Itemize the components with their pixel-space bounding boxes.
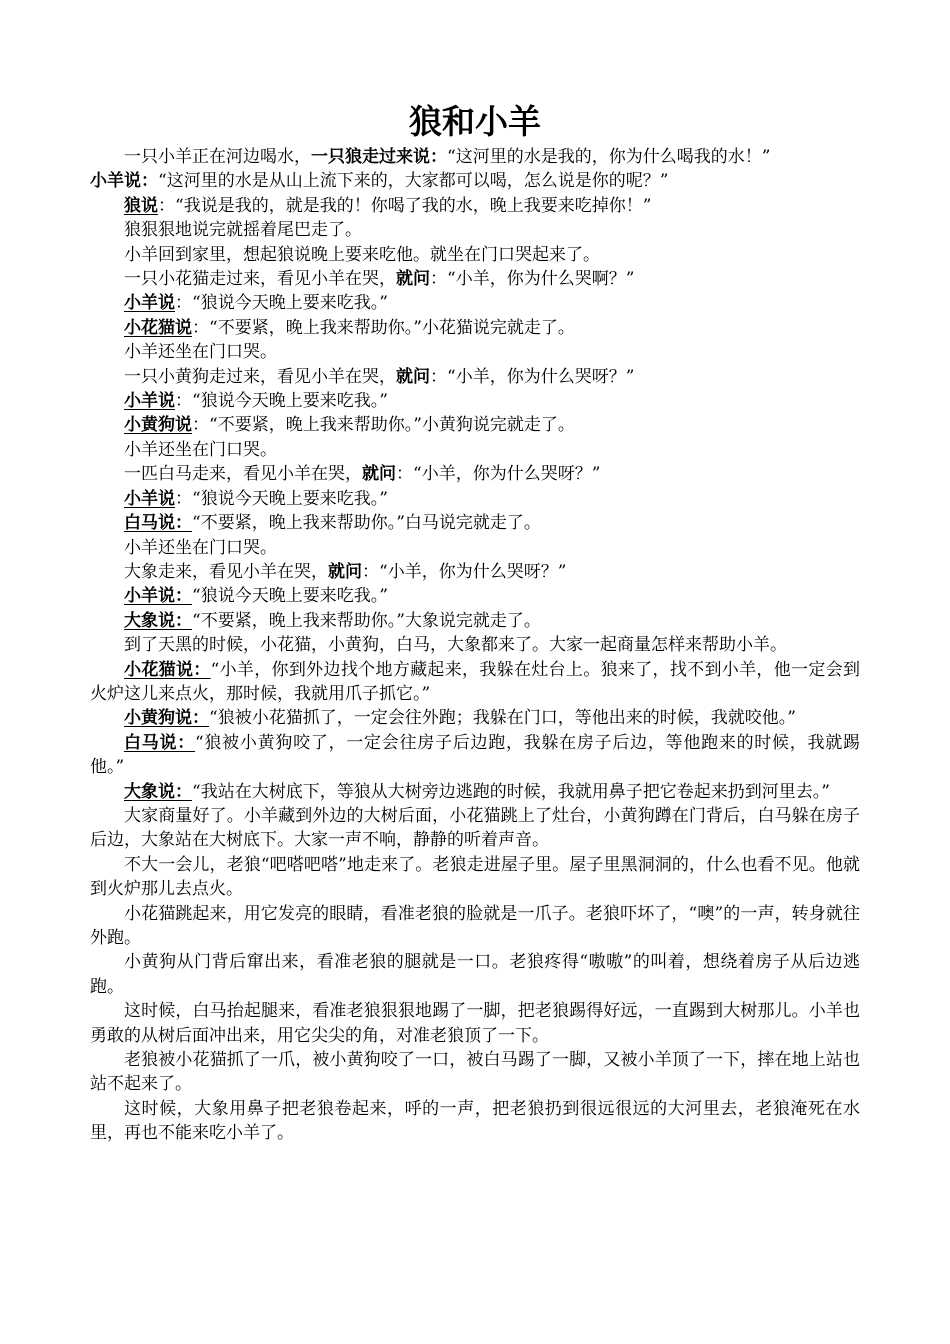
paragraph-text-post: “不要紧，晚上我来帮助你。”大象说完就走了。: [192, 610, 541, 631]
story-paragraph: [90, 340, 860, 364]
paragraph-text-post: “狼被小黄狗咬了，一定会往房子后边跑，我躲在房子后边，等他跑来的时候，我就踢他。”: [90, 732, 860, 778]
paragraph-text-pre: 这时候，白马抬起腿来，看准老狼狠狠地踢了一脚，把老狼踢得好远，一直踢到大树那儿。小羊也勇敢的从树后面冲出来，用它尖尖的角，对准老狼顶了一下。: [90, 1001, 860, 1046]
speaker-tag: 小羊说: [124, 488, 175, 509]
story-paragraph: [90, 731, 860, 780]
paragraph-text-pre: 小羊还坐在门口哭。: [124, 342, 277, 363]
speaker-tag: 就问: [396, 366, 430, 387]
speaker-tag: 小羊说: [124, 293, 175, 314]
story-paragraph: [90, 536, 860, 560]
paragraph-text-post: “这河里的水是从山上流下来的，大家都可以喝，怎么说是你的呢？”: [158, 171, 669, 192]
story-paragraph: [90, 194, 860, 218]
story-paragraph: [90, 950, 860, 999]
speaker-tag: 白马说：: [124, 732, 195, 753]
paragraph-text-post: “这河里的水是我的，你为什么喝我的水！”: [447, 147, 771, 167]
speaker-tag: 小羊说：: [124, 586, 192, 607]
paragraph-text-post: ：“狼说今天晚上要来吃我。”: [175, 391, 388, 412]
paragraph-text-pre: 一只小黄狗走过来，看见小羊在哭，: [124, 366, 396, 387]
story-paragraph: [90, 389, 860, 413]
paragraph-text-post: “我站在大树底下，等狼从大树旁边逃跑的时候，我就用鼻子把它卷起来扔到河里去。”: [192, 781, 830, 802]
paragraph-text-post: ：“狼说今天晚上要来吃我。”: [175, 293, 388, 314]
story-paragraph: [90, 706, 860, 730]
paragraph-text-post: ：“我说是我的，就是我的！你喝了我的水，晚上我要来吃掉你！”: [158, 195, 652, 216]
paragraph-text-pre: 小黄狗从门背后窜出来，看准老狼的腿就是一口。老狼疼得“嗷嗷”的叫着，想绕着房子从后边逃跑。: [90, 952, 860, 997]
story-paragraph: [90, 609, 860, 633]
speaker-tag: 狼说: [124, 195, 158, 216]
story-paragraph: [90, 267, 860, 291]
paragraph-text-pre: 小花猫跳起来，用它发亮的眼睛，看准老狼的脸就是一爪子。老狼吓坏了，“噢”的一声，转身就往外跑。: [90, 903, 860, 948]
paragraph-text-post: ：“狼说今天晚上要来吃我。”: [175, 488, 388, 509]
speaker-tag: 小花猫说：: [124, 659, 211, 680]
speaker-tag: 就问: [396, 269, 430, 290]
story-paragraph: [90, 145, 860, 169]
paragraph-text-post: “狼说今天晚上要来吃我。”: [192, 586, 388, 607]
speaker-tag: 小花猫说: [124, 317, 192, 338]
story-paragraph: [90, 584, 860, 608]
story-paragraph: [90, 560, 860, 584]
paragraph-text-pre: 一只小羊正在河边喝水，: [124, 147, 311, 167]
story-paragraph: [90, 413, 860, 437]
story-paragraph: [90, 853, 860, 902]
story-paragraph: [90, 511, 860, 535]
paragraph-text-pre: 小羊还坐在门口哭。: [124, 537, 277, 558]
paragraph-text-post: ：“小羊，你为什么哭呀？”: [396, 464, 601, 485]
paragraph-text-pre: 一只小花猫走过来，看见小羊在哭，: [124, 269, 396, 290]
paragraph-text-post: ：“小羊，你为什么哭啊？”: [430, 269, 635, 290]
paragraph-text-pre: 小羊回到家里，想起狼说晚上要来吃他。就坐在门口哭起来了。: [124, 244, 600, 265]
speaker-tag: 小羊说: [124, 391, 175, 412]
speaker-tag: 一只狼走过来说：: [311, 147, 447, 167]
paragraph-text-pre: 不大一会儿，老狼“吧嗒吧嗒”地走来了。老狼走进屋子里。屋子里黑洞洞的，什么也看不见。他就到火炉那儿去点火。: [90, 854, 860, 900]
paragraph-text-post: “不要紧，晚上我来帮助你。”白马说完就走了。: [192, 513, 541, 534]
speaker-tag: 大象说：: [124, 781, 192, 802]
story-title: 狼和小羊: [409, 102, 541, 141]
story-paragraph: [90, 487, 860, 511]
story-paragraph: [90, 658, 860, 707]
speaker-tag: 小黄狗说: [124, 415, 192, 436]
paragraph-text-pre: 一匹白马走来，看见小羊在哭，: [124, 464, 362, 485]
paragraph-text-pre: 大家商量好了。小羊藏到外边的大树后面，小花猫跳上了灶台，小黄狗蹲在门背后，白马躲在房子后边，大象站在大树底下。大家一声不响，静静的听着声音。: [90, 805, 860, 851]
story-paragraph: [90, 633, 860, 657]
speaker-tag: 就问: [362, 464, 396, 485]
story-paragraph: [90, 218, 860, 242]
story-paragraph: [90, 1097, 860, 1146]
speaker-tag: 大象说：: [124, 610, 192, 631]
story-paragraph: [90, 462, 860, 486]
story-paragraph: [90, 804, 860, 853]
story-paragraph: [90, 999, 860, 1048]
paragraph-text-pre: 狼狠狠地说完就摇着尾巴走了。: [124, 220, 362, 241]
story-body: [90, 145, 860, 1146]
speaker-tag: 小羊说：: [90, 171, 158, 192]
speaker-tag: 小黄狗说：: [124, 708, 209, 729]
paragraph-text-post: “小羊，你到外边找个地方藏起来，我躲在灶台上。狼来了，找不到小羊，他一定会到火炉这儿来点火，那时候，我就用爪子抓它。”: [90, 659, 860, 704]
story-paragraph: [90, 291, 860, 315]
paragraph-text-post: “狼被小花猫抓了，一定会往外跑；我躲在门口，等他出来的时候，我就咬他。”: [209, 708, 796, 729]
paragraph-text-pre: 大象走来，看见小羊在哭，: [124, 561, 328, 582]
paragraph-text-post: ：“小羊，你为什么哭呀？”: [430, 366, 635, 387]
paragraph-text-pre: 这时候，大象用鼻子把老狼卷起来，呼的一声，把老狼扔到很远很远的大河里去，老狼淹死在水里，再也不能来吃小羊了。: [90, 1098, 860, 1144]
speaker-tag: 白马说：: [124, 513, 192, 534]
story-paragraph: [90, 780, 860, 804]
speaker-tag: 就问: [328, 561, 362, 582]
story-paragraph: [90, 1048, 860, 1097]
paragraph-text-post: ：“小羊，你为什么哭呀？”: [362, 561, 567, 582]
story-paragraph: [90, 169, 860, 193]
paragraph-text-post: ：“不要紧，晚上我来帮助你。”小黄狗说完就走了。: [192, 415, 575, 436]
story-paragraph: [90, 316, 860, 340]
paragraph-text-pre: 老狼被小花猫抓了一爪，被小黄狗咬了一口，被白马踢了一脚，又被小羊顶了一下，摔在地上站也站不起来了。: [90, 1050, 860, 1095]
paragraph-text-pre: 小羊还坐在门口哭。: [124, 439, 277, 460]
story-paragraph: [90, 902, 860, 951]
paragraph-text-post: ：“不要紧，晚上我来帮助你。”小花猫说完就走了。: [192, 317, 575, 338]
story-paragraph: [90, 438, 860, 462]
story-paragraph: [90, 243, 860, 267]
paragraph-text-pre: 到了天黑的时候，小花猫，小黄狗，白马，大象都来了。大家一起商量怎样来帮助小羊。: [124, 635, 787, 656]
story-paragraph: [90, 365, 860, 389]
